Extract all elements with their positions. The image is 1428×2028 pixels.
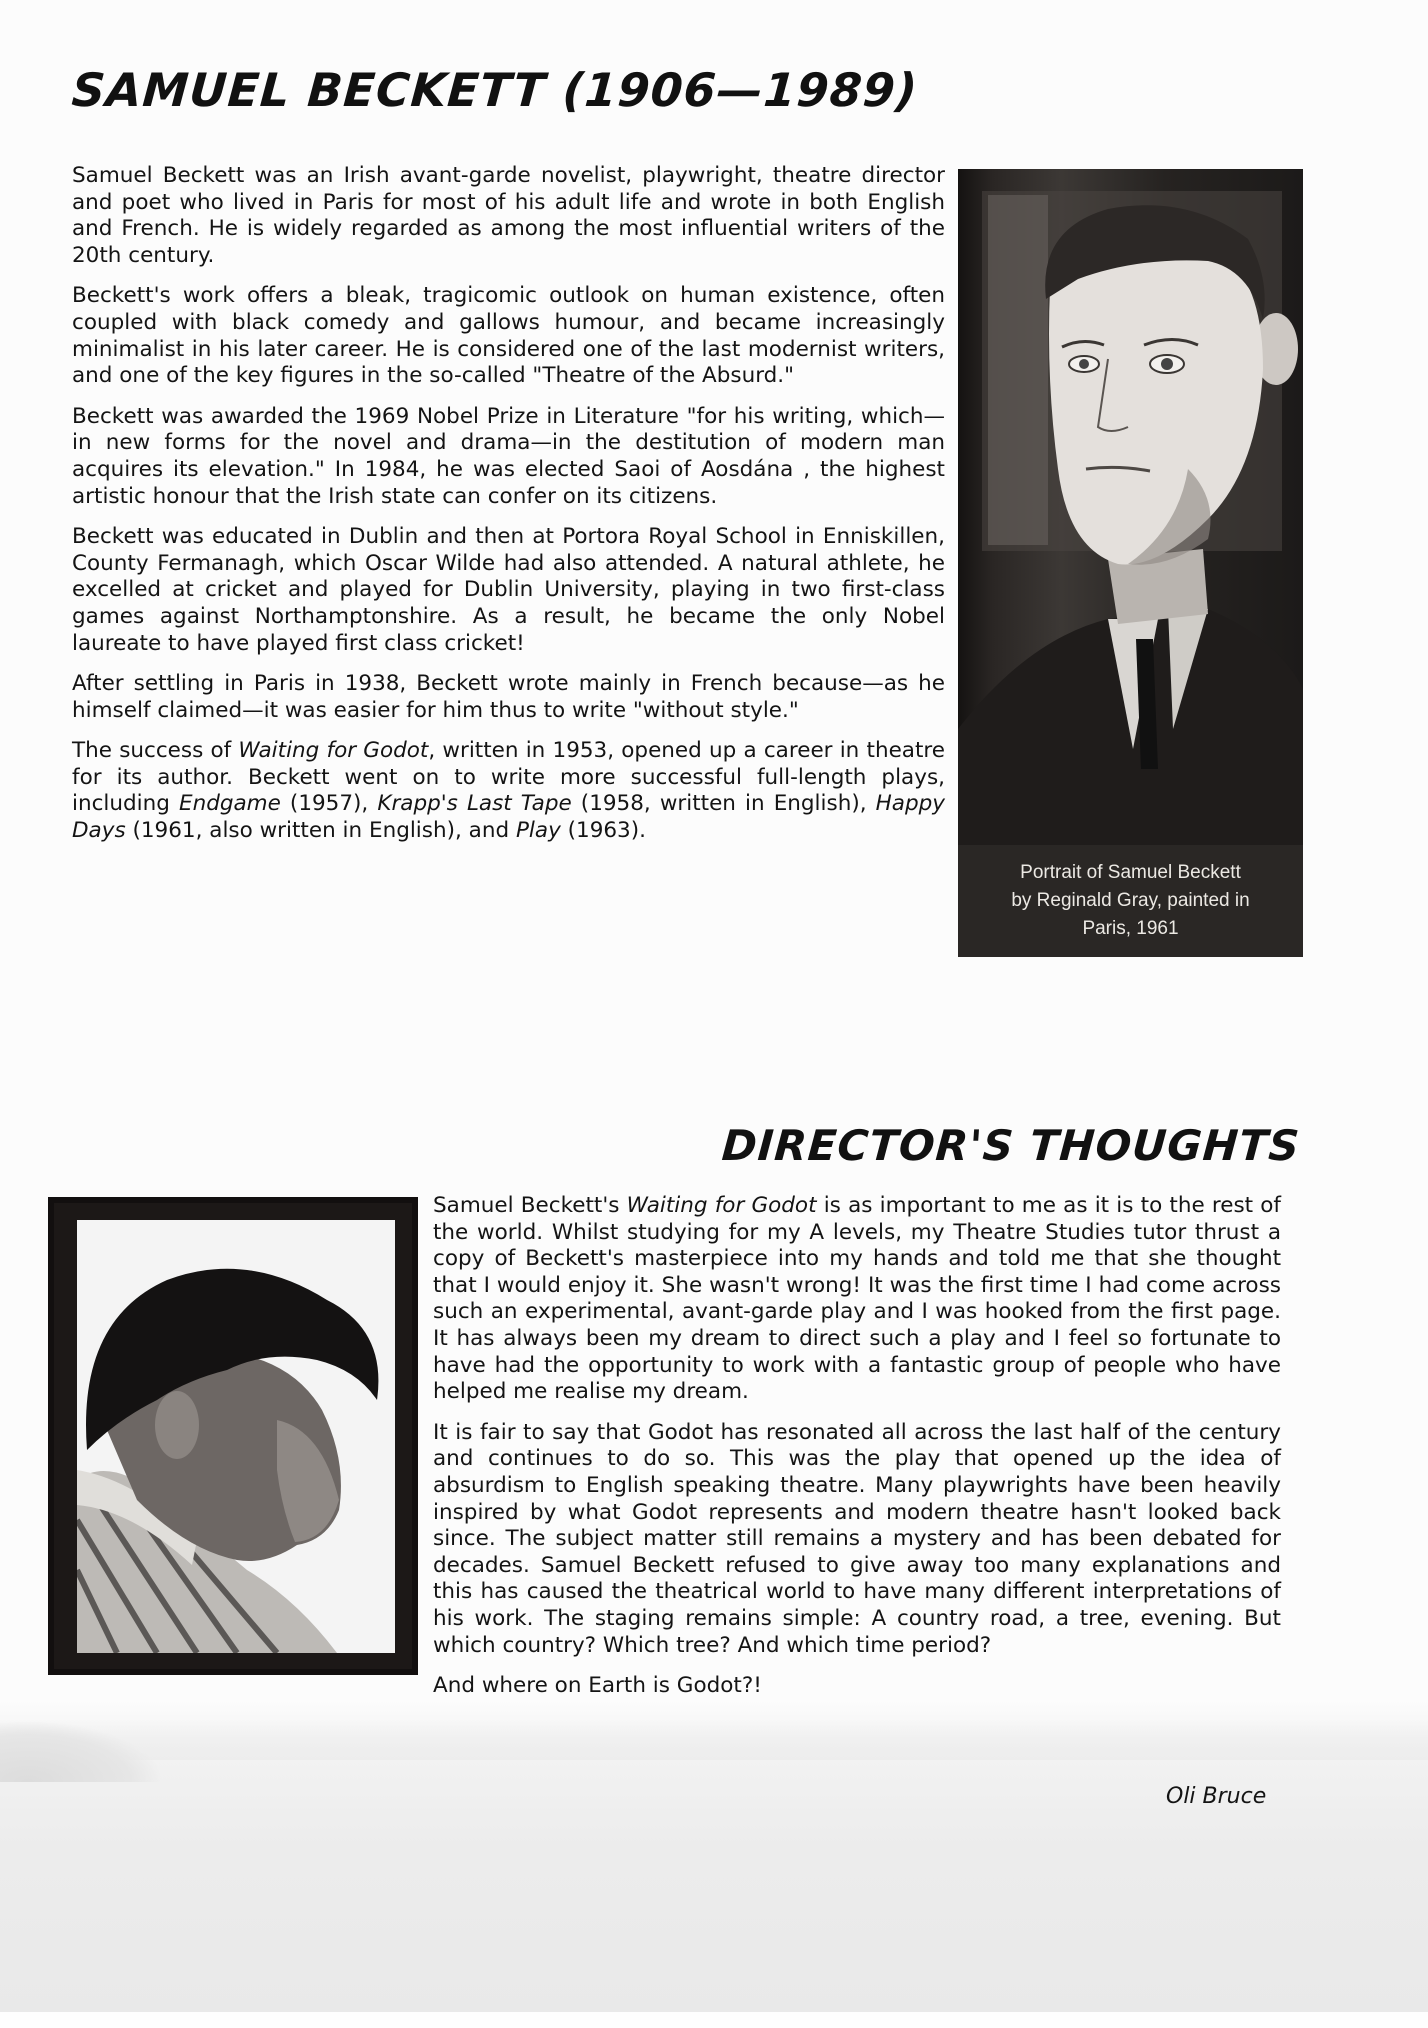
text-run: (1963). xyxy=(560,818,646,844)
work-title: Waiting for Godot xyxy=(238,738,429,764)
text-run: It is fair to say that Godot has resonated all across the last half of the century and continues to do so. This was the play that opened up the idea of absurdism to English speaking theatre. Many playwrights have been heavily inspired by what Godot represents and modern theatre hasn't looked back since. The subject matter still remains a mystery and has been debated for decades. Samuel Beckett refused to give away too many explanations and this has caused the theatrical world to have many different interpretations of his work. The staging remains simple: A country road, a tree, evening. But which country? Which tree? And which time period? xyxy=(433,1419,1281,1658)
text-run: (1958, written in English), xyxy=(571,791,876,817)
work-title: Endgame xyxy=(179,791,281,817)
text-run: Beckett was educated in Dublin and then at Portora Royal School in Enniskillen, County Fermanagh, which Oscar Wilde had also attended. A natural athlete, he excelled at cricket and played for Dublin University, playing in two first-class games against Northamptonshire. As a result, he became the only Nobel laureate to have played first class cricket! xyxy=(72,524,945,656)
text-run: The success of xyxy=(72,738,239,764)
director-signature: Oli Bruce xyxy=(1166,1784,1267,1809)
work-title: Krapp's Last Tape xyxy=(377,791,572,817)
director-text xyxy=(433,1193,1281,1714)
text-run: Beckett's work offers a bleak, tragicomic outlook on human existence, often coupled with black comedy and gallows humour, and became increasingly minimalist in his later career. He is considered one of the last modernist writers, and one of the key figures in the so-called "Theatre of the Absurd." xyxy=(72,283,945,389)
text-run: After settling in Paris in 1938, Beckett wrote mainly in French because—as he himself claimed—it was easier for him thus to write "without style." xyxy=(72,671,945,723)
text-run: (1961, also written in English), and xyxy=(125,818,516,844)
text-run: And where on Earth is Godot?! xyxy=(433,1673,762,1699)
work-title: Play xyxy=(515,818,561,844)
paragraph xyxy=(72,671,945,724)
caption-line: Paris, 1961 xyxy=(1082,918,1179,939)
work-title: Happy Days xyxy=(72,791,945,844)
paragraph xyxy=(72,524,945,657)
text-run: Samuel Beckett's xyxy=(433,1193,627,1218)
text-run: Beckett was awarded the 1969 Nobel Prize in Literature "for his writing, which—in new forms for the novel and drama—in the destitution of modern man acquires its elevation." In 1984, he was elected Saoi of Aosdána , the highest artistic honour that the Irish state can confer on its citizens. xyxy=(72,403,945,509)
misty-horizon xyxy=(0,1720,1428,1760)
director-photo-frame xyxy=(48,1197,418,1675)
paragraph xyxy=(72,404,945,510)
director-photo-icon xyxy=(77,1220,395,1653)
text-run: (1957), xyxy=(280,791,378,817)
biography-text xyxy=(72,163,945,859)
text-run: is as important to me as it is to the rest of the world. Whilst studying for my A levels, my Theatre Studies tutor thrust a copy of Beckett's masterpiece into my hands and told me that she thought that I would enjoy it. She wasn't wrong! It was the first time I had come across such an experimental, avant-garde play and I was hooked from the first page. It has always been my dream to direct such a play and I feel so fortunate to have had the opportunity to work with a fantastic group of people who have helped me realise my dream. xyxy=(433,1193,1281,1405)
text-run: Samuel Beckett was an Irish avant-garde novelist, playwright, theatre director and poet who lived in Paris for most of his adult life and wrote in both English and French. He is widely regarded as among the most influential writers of the 20th century. xyxy=(72,163,945,268)
paragraph xyxy=(72,163,945,269)
biography-title: SAMUEL BECKETT (1906—1989) xyxy=(70,63,920,117)
paragraph xyxy=(433,1420,1281,1659)
portrait-caption xyxy=(958,845,1303,957)
page-edge xyxy=(0,2012,1428,2028)
paragraph xyxy=(433,1673,1281,1700)
distant-hill xyxy=(0,1722,160,1782)
paragraph xyxy=(72,283,945,389)
beckett-portrait xyxy=(958,169,1303,957)
paragraph xyxy=(433,1193,1281,1406)
paragraph xyxy=(72,738,945,844)
text-run: , written in 1953, opened up a career in theatre for its author. Beckett went on to write more successful full-length plays, including xyxy=(72,738,945,817)
portrait-painting-icon xyxy=(958,169,1303,845)
caption-line: by Reginald Gray, painted in xyxy=(1011,890,1250,911)
work-title: Waiting for Godot xyxy=(626,1193,817,1218)
director-heading: DIRECTOR'S THOUGHTS xyxy=(720,1121,1302,1170)
caption-line: Portrait of Samuel Beckett xyxy=(1020,862,1241,883)
